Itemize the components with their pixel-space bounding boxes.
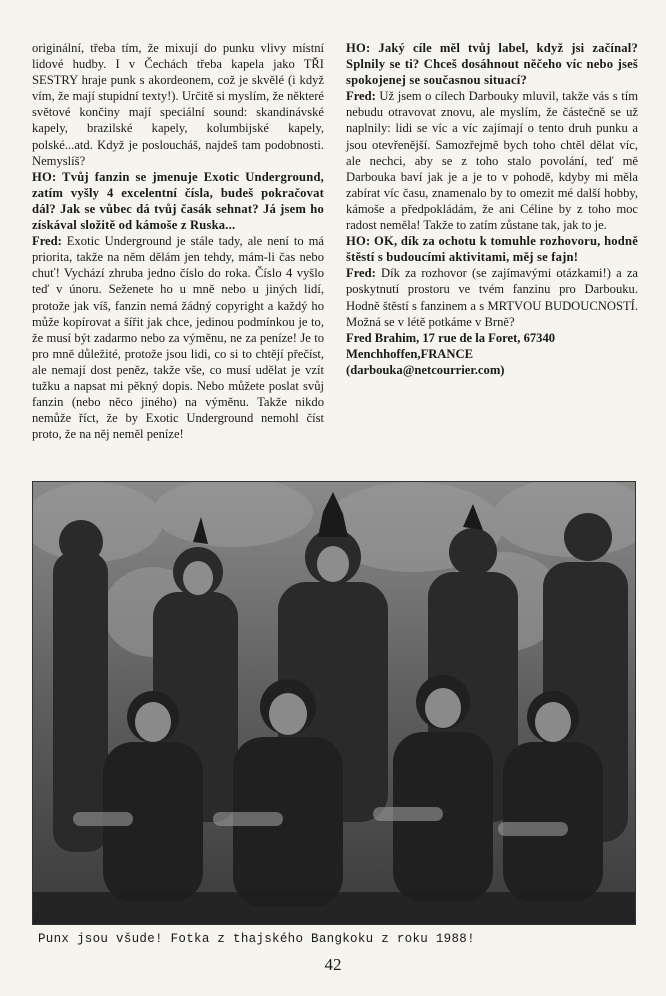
question-paragraph [346,40,638,88]
right-column [346,40,638,378]
address-line: Menchhoffen,FRANCE [346,346,473,361]
answer-paragraph: originální, třeba tím, že mixují do punku vlivy místní lidové hudby. I v Čechách třeba kapela jako TŘI SESTRY hraje punk s akordeonem, což je skvělé (i když vím, že mají stupidní texty!). Určitě si myslím, že některé světové končiny mají speciální sound: skandinávské kapely, brazilské kapely, kolumbijské kapely, polské...atd. Když je posloucháš, najdeš tam podobnosti. Nemyslíš? [32,41,324,168]
speaker-label: HO: [346,41,371,55]
speaker-label: HO: [346,234,371,249]
punks-photo [32,481,636,925]
photo-illustration [33,482,635,924]
left-column [32,40,324,442]
contact-address [346,330,638,378]
answer-text: Už jsem o cílech Darbouky mluvil, takže vás s tím nebudu otravovat znovu, ale myslím, že částečně se už naplnily: lidi se víc a víc zajímají o tento druh punku a jsou otevřenější. Samozřejmě bych toho chtěl dělat víc, ale nechci, aby se z toho stalo povolání, teď mě Darbouka baví jak je a je to v pohodě, kdyby mi měla zabírat víc času, znamenalo by to omezit mé další hobby, kámoše a předpokládám, že ani Céline by z toho moc radost neměla! Takže to zatím zůstane tak, jak to je. [346,89,638,233]
answer-paragraph [346,265,638,329]
answer-paragraph [346,88,638,233]
answer-paragraph [32,233,324,442]
speaker-label: HO: [32,169,57,184]
question-paragraph [346,233,638,265]
answer-text: Dík za rozhovor (se zajímavými otázkami!) a za poskytnutí prostoru ve tvém fanzinu pro Darbouku. Hodně štěstí s fanzinem a s MRTVOU BUDOUCNOSTÍ. Možná se v létě potkáme v Brně? [346,266,638,329]
email-line: (darbouka@netcourrier.com) [346,362,505,377]
speaker-label: Fred: [32,234,62,249]
speaker-label: Fred: [346,89,376,104]
address-line: Fred Brahim, 17 rue de la Foret, 67340 [346,330,556,345]
question-text: Tvůj fanzin se jmenuje Exotic Underground, zatím vyšly 4 excelentní čísla, budeš pokračovat dál? Jak se vůbec dá tvůj časák sehnat? Já jsem ho získával složitě od kámoše z Ruska... [32,169,324,233]
photo-caption: Punx jsou všude! Fotka z thajského Bangkoku z roku 1988! [38,932,475,946]
question-text: Jaký cíle měl tvůj label, když jsi začínal? Splnily se ti? Chceš dosáhnout něčeho víc nebo jseš spokojenej se současnou situací? [346,41,638,88]
page-number: 42 [324,955,342,974]
question-text: OK, dík za ochotu k tomuhle rozhovoru, hodně štěstí s budoucími aktivitami, měj se fajn! [346,234,638,265]
answer-text: Exotic Underground je stále tady, ale není to má priorita, takže na něm dělám jen tehdy, mám-li čas nebo chuť! Vychází zhruba jedno číslo do roka. Číslo 4 vyšlo teď v únoru. Seženete ho u mně nebo u jiných lidí, protože jak víš, fanzin nemá žádný copyright a každý ho může kopírovat a šířit jak chce, jedinou podmínkou je to, že musí být zadarmo nebo za výměnu, ne za peníze! Je to pro mně důležité, protože jsou lidi, co si to chtějí přečíst, ale nemají dost peněz, takže vše, co musí udělat je vzít tužku a napsat mi pěkný dopis. Nebo můžete poslat svůj fanzin (nebo něco jiného) na výměnu. Takže nikdo nemůže říct, že by Exotic Underground nemohl číst proto, že na něj neměl peníze! [32,234,324,442]
question-paragraph [32,169,324,233]
speaker-label: Fred: [346,266,376,281]
